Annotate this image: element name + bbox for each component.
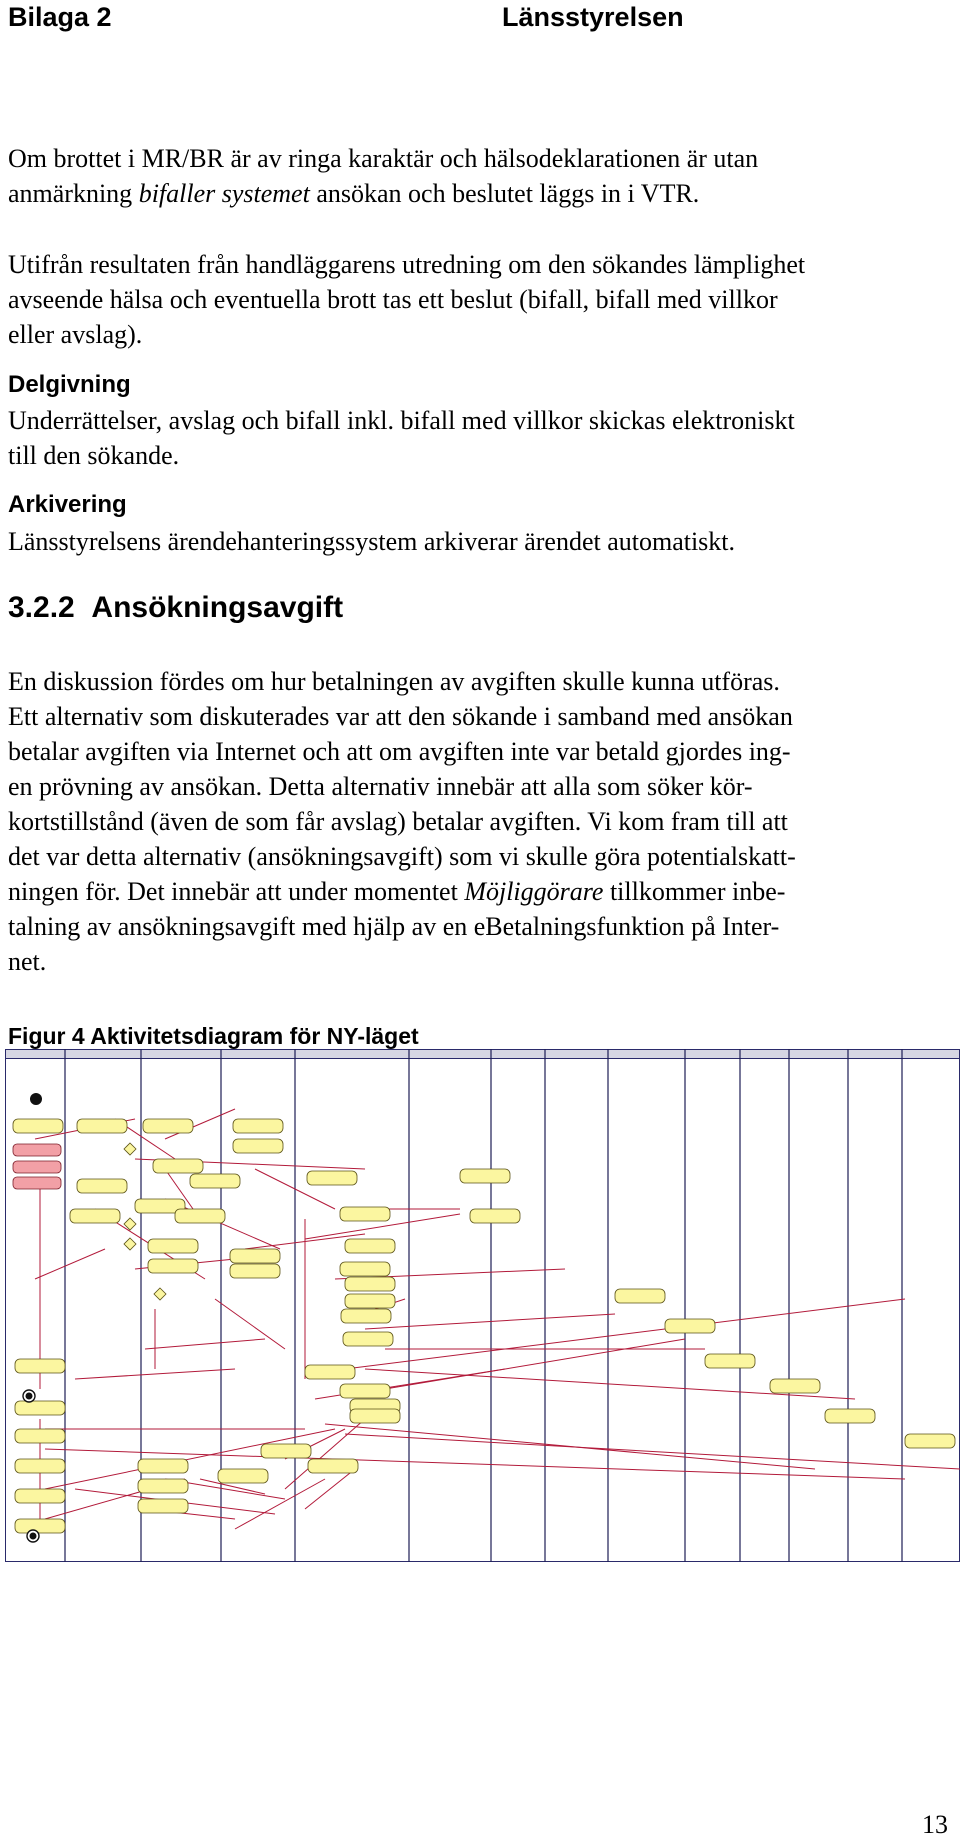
activity-node [230, 1249, 280, 1263]
activity-node [13, 1119, 63, 1133]
heading-delgivning: Delgivning [8, 371, 131, 398]
activity-node [15, 1401, 65, 1415]
header-annex-label: Bilaga 2 [8, 2, 112, 32]
activity-node [340, 1262, 390, 1276]
body-line-9: net. [8, 947, 47, 976]
activity-node [138, 1479, 188, 1493]
section-title: Ansökningsavgift [91, 591, 344, 624]
swimlane-header-band [6, 1050, 960, 1059]
activity-diagram-image [5, 1049, 960, 1562]
activity-node [77, 1179, 127, 1193]
delgivning-line-1: Underrättelser, avslag och bifall inkl. bifall med villkor skickas elektroniskt [8, 406, 795, 435]
activity-node [470, 1209, 520, 1223]
activity-node [190, 1174, 240, 1188]
activity-node [305, 1365, 355, 1379]
activity-node [230, 1264, 280, 1278]
paragraph-delgivning [8, 403, 960, 473]
body-line-2: Ett alternativ som diskuterades var att den sökande i samband med ansökan [8, 702, 793, 731]
activity-node [905, 1434, 955, 1448]
activity-node [77, 1119, 127, 1133]
activity-node [615, 1289, 665, 1303]
activity-node [218, 1469, 268, 1483]
activity-node [340, 1207, 390, 1221]
activity-node [70, 1209, 120, 1223]
activity-node [15, 1489, 65, 1503]
activity-node [825, 1409, 875, 1423]
header-authority: Länsstyrelsen [502, 2, 684, 32]
body-line-5: kortstillstånd (även de som får avslag) betalar avgiften. Vi kom fram till att [8, 807, 788, 836]
paragraph-2-line-2: avseende hälsa och eventuella brott tas ett beslut (bifall, bifall med villkor [8, 285, 778, 314]
paragraph-1-line-1: Om brottet i MR/BR är av ringa karaktär och hälsodeklarationen är utan [8, 144, 759, 173]
activity-node [15, 1359, 65, 1373]
body-line-3: betalar avgiften via Internet och att om avgiften inte var betald gjordes ing- [8, 737, 791, 766]
paragraph-1 [8, 141, 960, 211]
activity-node [138, 1459, 188, 1473]
section-body [8, 664, 960, 979]
activity-node [345, 1277, 395, 1291]
paragraph-2-line-1: Utifrån resultaten från handläggarens utredning om den sökandes lämplighet [8, 250, 806, 279]
activity-node [308, 1459, 358, 1473]
paragraph-1-line-2: anmärkning bifaller systemet ansökan och beslutet läggs in i VTR. [8, 179, 700, 208]
activity-node [233, 1119, 283, 1133]
activity-node [143, 1119, 193, 1133]
activity-node [261, 1444, 311, 1458]
activity-node [350, 1409, 400, 1423]
page-number: 13 [922, 1810, 948, 1839]
activity-node-highlighted [13, 1161, 61, 1173]
start-node [30, 1093, 42, 1105]
activity-node [705, 1354, 755, 1368]
activity-node [153, 1159, 203, 1173]
emphasis-bifaller: bifaller systemet [138, 179, 310, 208]
activity-node [175, 1209, 225, 1223]
activity-node [15, 1429, 65, 1443]
activity-node-highlighted [13, 1144, 61, 1156]
section-heading [8, 591, 343, 625]
body-line-7: ningen för. Det innebär att under momentet Möjliggörare tillkommer inbe- [8, 877, 786, 906]
activity-node [460, 1169, 510, 1183]
activity-node [148, 1239, 198, 1253]
activity-node [233, 1139, 283, 1153]
paragraph-arkivering: Länsstyrelsens ärendehanteringssystem arkiverar ärendet automatiskt. [8, 527, 736, 556]
activity-node [15, 1519, 65, 1533]
activity-node [341, 1309, 391, 1323]
delgivning-line-2: till den sökande. [8, 441, 180, 470]
activity-node [138, 1499, 188, 1513]
heading-arkivering: Arkivering [8, 491, 127, 518]
body-line-4: en prövning av ansökan. Detta alternativ innebär att alla som söker kör- [8, 772, 753, 801]
section-number: 3.2.2 [8, 591, 75, 624]
paragraph-2 [8, 247, 960, 352]
figure-caption: Figur 4 Aktivitetsdiagram för NY-läget [8, 1023, 419, 1049]
end-node-inner [26, 1393, 33, 1400]
activity-node-highlighted [13, 1177, 61, 1189]
activity-diagram-figure [5, 1049, 960, 1562]
body-line-1: En diskussion fördes om hur betalningen av avgiften skulle kunna utföras. [8, 667, 780, 696]
activity-node [665, 1319, 715, 1333]
activity-node [15, 1459, 65, 1473]
activity-node [343, 1332, 393, 1346]
activity-node [770, 1379, 820, 1393]
activity-node [345, 1294, 395, 1308]
activity-node [345, 1239, 395, 1253]
paragraph-2-line-3: eller avslag). [8, 320, 143, 349]
activity-node [148, 1259, 198, 1273]
body-line-6: det var detta alternativ (ansökningsavgift) som vi skulle göra potentialskatt- [8, 842, 796, 871]
emphasis-mojliggorare: Möjliggörare [464, 877, 604, 906]
end-node-inner [30, 1533, 37, 1540]
activity-node [307, 1171, 357, 1185]
body-line-8: talning av ansökningsavgift med hjälp av en eBetalningsfunktion på Inter- [8, 912, 780, 941]
activity-node [340, 1384, 390, 1398]
